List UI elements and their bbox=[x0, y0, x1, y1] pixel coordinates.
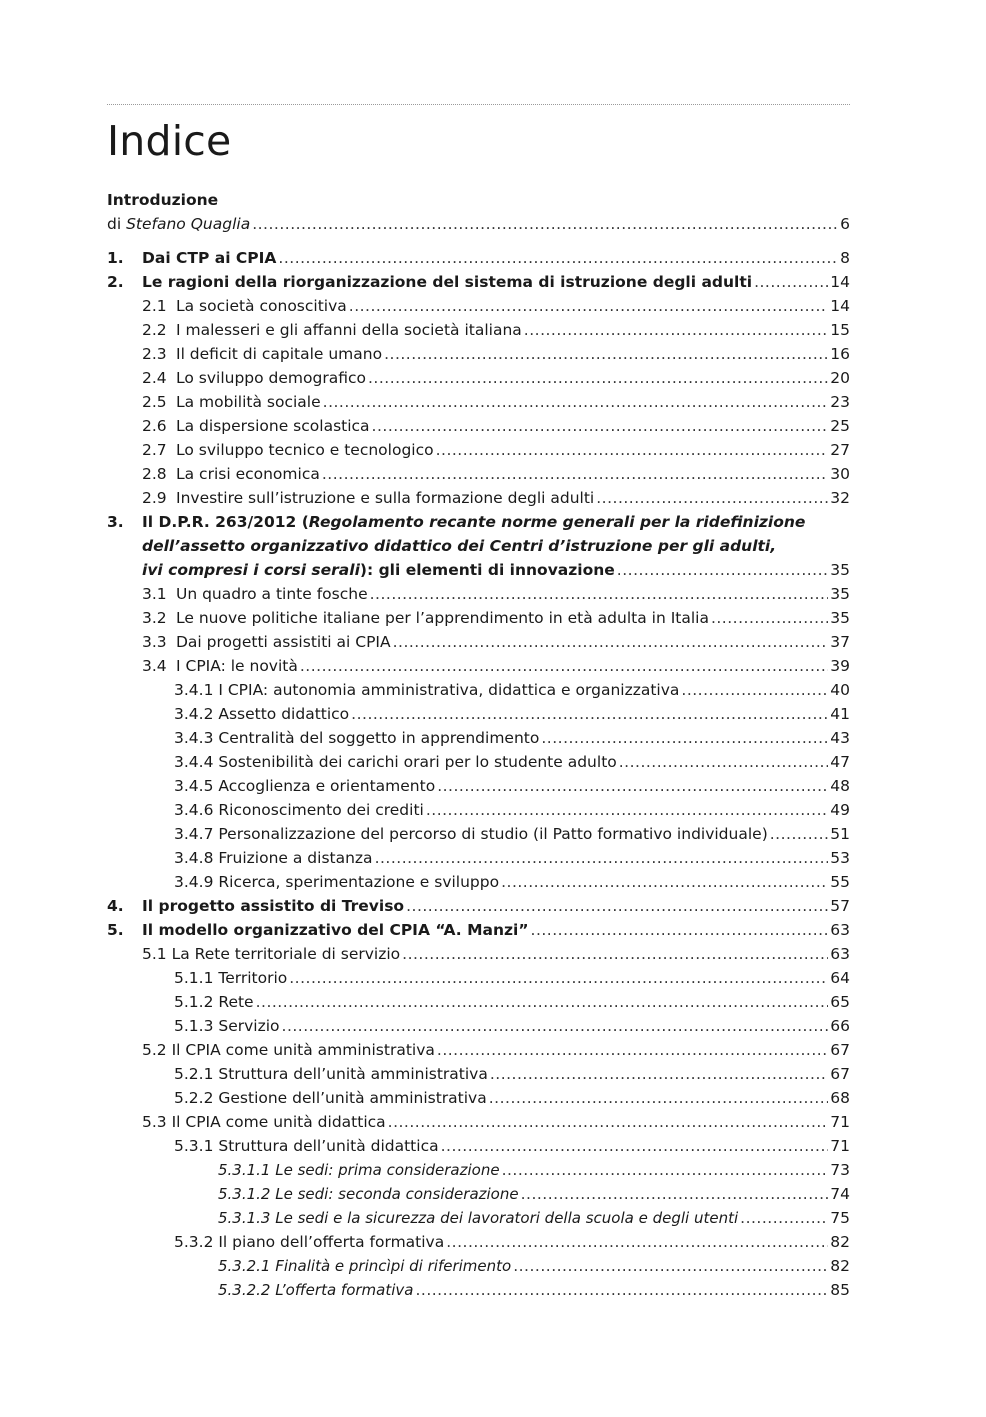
toc-page-number: 73 bbox=[830, 1161, 850, 1179]
toc-entry-label: 5.3.1.2 Le sedi: seconda considerazione bbox=[218, 1185, 519, 1203]
toc-page-number: 14 bbox=[830, 297, 850, 315]
dot-leader bbox=[368, 366, 828, 390]
dot-leader bbox=[513, 1254, 828, 1278]
page-title: Indice bbox=[107, 117, 232, 165]
toc-page-number: 14 bbox=[830, 273, 850, 291]
toc-page-number: 82 bbox=[830, 1257, 850, 1275]
toc-entry-c4[interactable] bbox=[107, 894, 850, 918]
dot-leader bbox=[426, 798, 828, 822]
toc-page-number: 37 bbox=[830, 633, 850, 651]
toc-page-number: 47 bbox=[830, 753, 850, 771]
toc-entry-s3_1[interactable] bbox=[107, 582, 850, 606]
toc-entry-s5_3_2[interactable] bbox=[107, 1230, 850, 1254]
toc-entry-label: 5.3.1.1 Le sedi: prima considerazione bbox=[218, 1161, 500, 1179]
section-number: 3.3 bbox=[142, 633, 167, 651]
dot-leader bbox=[300, 654, 828, 678]
section-title: Dai progetti assistiti ai CPIA bbox=[176, 633, 391, 651]
toc-page-number: 27 bbox=[830, 441, 850, 459]
toc-entry-s2_2[interactable] bbox=[107, 318, 850, 342]
chapter-title-part: Il D.P.R. 263/2012 ( bbox=[142, 513, 309, 531]
section-number: 3.2 bbox=[142, 609, 167, 627]
section-number: 2.6 bbox=[142, 417, 167, 435]
section-title: Il deficit di capitale umano bbox=[176, 345, 383, 363]
section-number: 3.4 bbox=[142, 657, 167, 675]
toc-entry-label: 3.4.3 Centralità del soggetto in apprendimento bbox=[174, 729, 540, 747]
toc-entry-label bbox=[107, 366, 366, 390]
toc-page-number: 51 bbox=[830, 825, 850, 843]
toc-entry-s3_4_8[interactable] bbox=[107, 846, 850, 870]
byline-prefix: di bbox=[107, 215, 127, 233]
toc-entry-s3_3[interactable] bbox=[107, 630, 850, 654]
dot-leader bbox=[619, 750, 829, 774]
chapter-title-italic: ivi compresi i corsi serali bbox=[142, 561, 360, 579]
dot-leader bbox=[524, 318, 828, 342]
toc-entry-label: 3.4.5 Accoglienza e orientamento bbox=[174, 777, 436, 795]
dot-leader bbox=[322, 462, 828, 486]
toc-entry-label: 5.3.2.1 Finalità e princìpi di riferimento bbox=[218, 1257, 512, 1275]
toc-entry-s3_4_2[interactable] bbox=[107, 702, 850, 726]
top-dotted-rule bbox=[107, 104, 850, 105]
toc-entry-label bbox=[107, 630, 391, 654]
section-title: Investire sull’istruzione e sulla formazione degli adulti bbox=[176, 489, 595, 507]
toc-entry-label: 5.1.2 Rete bbox=[174, 993, 254, 1011]
chapter-number: 1. bbox=[107, 249, 124, 267]
toc-page-number: 35 bbox=[830, 585, 850, 603]
toc-entry-label: 3.4.6 Riconoscimento dei crediti bbox=[174, 801, 424, 819]
toc-page-number: 55 bbox=[830, 873, 850, 891]
dot-leader bbox=[541, 726, 828, 750]
section-title: La crisi economica bbox=[176, 465, 320, 483]
section-title: Lo sviluppo demografico bbox=[176, 369, 366, 387]
dot-leader bbox=[617, 558, 828, 582]
toc-entry-s2_6[interactable] bbox=[107, 414, 850, 438]
toc-entry-label bbox=[107, 510, 805, 534]
toc-entry-label: 3.4.4 Sostenibilità dei carichi orari per lo studente adulto bbox=[174, 753, 617, 771]
toc-entry-label: 3.4.7 Personalizzazione del percorso di studio (il Patto formativo individuale) bbox=[174, 825, 768, 843]
toc-page-number: 65 bbox=[830, 993, 850, 1011]
toc-entry-s5_1_3[interactable] bbox=[107, 1014, 850, 1038]
toc-entry-s5_3[interactable] bbox=[107, 1110, 850, 1134]
table-of-contents bbox=[107, 212, 850, 1302]
toc-entry-s3_4_3[interactable] bbox=[107, 726, 850, 750]
dot-leader bbox=[282, 1014, 829, 1038]
dot-leader bbox=[406, 894, 828, 918]
toc-entry-label: 3.4.1 I CPIA: autonomia amministrativa, didattica e organizzativa bbox=[174, 681, 680, 699]
toc-entry-c3-line2[interactable] bbox=[107, 534, 850, 558]
dot-leader bbox=[754, 270, 828, 294]
toc-entry-label: 5.3.1 Struttura dell’unità didattica bbox=[174, 1137, 439, 1155]
dot-leader bbox=[490, 1062, 828, 1086]
dot-leader bbox=[521, 1182, 829, 1206]
toc-page-number: 25 bbox=[830, 417, 850, 435]
toc-entry-label: 5.2 Il CPIA come unità amministrativa bbox=[142, 1041, 435, 1059]
toc-page-number: 71 bbox=[830, 1113, 850, 1131]
toc-entry-s2_8[interactable] bbox=[107, 462, 850, 486]
dot-leader bbox=[289, 966, 828, 990]
toc-entry-label bbox=[107, 558, 615, 582]
section-number: 2.7 bbox=[142, 441, 167, 459]
dot-leader bbox=[384, 342, 828, 366]
toc-entry-s5_1_2[interactable] bbox=[107, 990, 850, 1014]
toc-entry-s3_2[interactable] bbox=[107, 606, 850, 630]
toc-page-number: 35 bbox=[830, 609, 850, 627]
dot-leader bbox=[502, 1158, 829, 1182]
toc-entry-label: 3.4.8 Fruizione a distanza bbox=[174, 849, 373, 867]
toc-entry-label: 5.1 La Rete territoriale di servizio bbox=[142, 945, 401, 963]
section-number: 2.8 bbox=[142, 465, 167, 483]
toc-entry-s5_3_1_1[interactable] bbox=[107, 1158, 850, 1182]
toc-entry-label: 3.4.2 Assetto didattico bbox=[174, 705, 350, 723]
section-title: La società conoscitiva bbox=[176, 297, 347, 315]
dot-leader bbox=[437, 774, 828, 798]
toc-entry-s5_3_2_1[interactable] bbox=[107, 1254, 850, 1278]
dot-leader bbox=[393, 630, 829, 654]
dot-leader bbox=[402, 942, 828, 966]
toc-page-number: 8 bbox=[840, 249, 850, 267]
toc-entry-s5_1_1[interactable] bbox=[107, 966, 850, 990]
toc-entry-s3_4_6[interactable] bbox=[107, 798, 850, 822]
toc-entry-s3_4_4[interactable] bbox=[107, 750, 850, 774]
toc-entry-s3_4[interactable] bbox=[107, 654, 850, 678]
toc-page-number: 43 bbox=[830, 729, 850, 747]
dot-leader bbox=[349, 294, 829, 318]
byline-author: Stefano Quaglia bbox=[126, 215, 251, 233]
toc-entry-label: 5.3.2 Il piano dell’offerta formativa bbox=[174, 1233, 445, 1251]
chapter-title-italic: Regolamento recante norme generali per la ridefinizione bbox=[308, 513, 806, 531]
toc-entry-s2_3[interactable] bbox=[107, 342, 850, 366]
section-number: 2.3 bbox=[142, 345, 167, 363]
section-title: La dispersione scolastica bbox=[176, 417, 370, 435]
toc-page-number: 32 bbox=[830, 489, 850, 507]
toc-entry-label bbox=[107, 318, 522, 342]
toc-entry-s2_5[interactable] bbox=[107, 390, 850, 414]
dot-leader bbox=[388, 1110, 829, 1134]
toc-page-number: 63 bbox=[830, 945, 850, 963]
section-number: 2.9 bbox=[142, 489, 167, 507]
toc-entry-label: 3.4.9 Ricerca, sperimentazione e sviluppo bbox=[174, 873, 500, 891]
chapter-number: 5. bbox=[107, 921, 124, 939]
dot-leader bbox=[531, 918, 829, 942]
section-title: Un quadro a tinte fosche bbox=[176, 585, 368, 603]
toc-entry-s5_1[interactable] bbox=[107, 942, 850, 966]
chapter-title-part: ): gli elementi di innovazione bbox=[359, 561, 615, 579]
toc-page-number: 64 bbox=[830, 969, 850, 987]
toc-entry-s3_4_5[interactable] bbox=[107, 774, 850, 798]
toc-entry-s5_2[interactable] bbox=[107, 1038, 850, 1062]
section-title: I malesseri e gli affanni della società italiana bbox=[176, 321, 522, 339]
dot-leader bbox=[489, 1086, 829, 1110]
section-number: 3.1 bbox=[142, 585, 167, 603]
toc-page-number: 68 bbox=[830, 1089, 850, 1107]
toc-page-number: 20 bbox=[830, 369, 850, 387]
dot-leader bbox=[501, 870, 828, 894]
toc-page-number: 16 bbox=[830, 345, 850, 363]
toc-page-number: 63 bbox=[830, 921, 850, 939]
toc-entry-label bbox=[107, 414, 370, 438]
toc-entry-c2[interactable] bbox=[107, 270, 850, 294]
chapter-number: 2. bbox=[107, 273, 124, 291]
dot-leader bbox=[323, 390, 829, 414]
dot-leader bbox=[437, 1038, 828, 1062]
toc-entry-label bbox=[107, 438, 434, 462]
toc-entry-label bbox=[107, 582, 368, 606]
dot-leader bbox=[256, 990, 829, 1014]
section-title: I CPIA: le novità bbox=[176, 657, 298, 675]
dot-leader bbox=[441, 1134, 829, 1158]
toc-entry-label: 5.3.2.2 L’offerta formativa bbox=[218, 1281, 414, 1299]
section-number: 2.4 bbox=[142, 369, 167, 387]
dot-leader bbox=[681, 678, 828, 702]
section-number: 2.5 bbox=[142, 393, 167, 411]
toc-page-number: 35 bbox=[830, 561, 850, 579]
toc-entry-s5_3_1_3[interactable] bbox=[107, 1206, 850, 1230]
toc-page-number: 48 bbox=[830, 777, 850, 795]
toc-page-number: 67 bbox=[830, 1041, 850, 1059]
toc-entry-label: 5.1.1 Territorio bbox=[174, 969, 288, 987]
toc-entry-label: 5.3 Il CPIA come unità didattica bbox=[142, 1113, 386, 1131]
chapter-number: 3. bbox=[107, 513, 124, 531]
toc-page-number: 15 bbox=[830, 321, 850, 339]
chapter-title-italic: dell’assetto organizzativo didattico dei Centri d’istruzione per gli adulti, bbox=[142, 537, 777, 555]
toc-entry-label bbox=[107, 294, 347, 318]
chapter-number: 4. bbox=[107, 897, 124, 915]
toc-entry-c5[interactable] bbox=[107, 918, 850, 942]
toc-entry-label bbox=[107, 212, 250, 236]
toc-page-number: 71 bbox=[830, 1137, 850, 1155]
toc-entry-introduction[interactable] bbox=[107, 212, 850, 236]
toc-page-number: 75 bbox=[830, 1209, 850, 1227]
dot-leader bbox=[351, 702, 828, 726]
section-title: Le nuove politiche italiane per l’apprendimento in età adulta in Italia bbox=[176, 609, 709, 627]
dot-leader bbox=[252, 212, 838, 236]
dot-leader bbox=[436, 438, 829, 462]
dot-leader bbox=[415, 1278, 828, 1302]
toc-entry-s5_2_1[interactable] bbox=[107, 1062, 850, 1086]
toc-page-number: 85 bbox=[830, 1281, 850, 1299]
dot-leader bbox=[596, 486, 828, 510]
toc-page-number: 67 bbox=[830, 1065, 850, 1083]
toc-page-number: 57 bbox=[830, 897, 850, 915]
dot-leader bbox=[740, 1206, 828, 1230]
dot-leader bbox=[711, 606, 828, 630]
toc-entry-s3_4_1[interactable] bbox=[107, 678, 850, 702]
toc-entry-label: Dai CTP ai CPIA bbox=[142, 249, 277, 267]
toc-entry-s3_4_7[interactable] bbox=[107, 822, 850, 846]
section-number: 2.1 bbox=[142, 297, 167, 315]
toc-entry-s3_4_9[interactable] bbox=[107, 870, 850, 894]
intro-title: Introduzione bbox=[107, 191, 219, 209]
toc-entry-s2_4[interactable] bbox=[107, 366, 850, 390]
toc-entry-label: Le ragioni della riorganizzazione del sistema di istruzione degli adulti bbox=[142, 273, 753, 291]
toc-entry-s2_1[interactable] bbox=[107, 294, 850, 318]
toc-entry-s2_7[interactable] bbox=[107, 438, 850, 462]
toc-entry-label bbox=[107, 486, 594, 510]
dot-leader bbox=[375, 846, 829, 870]
toc-entry-label bbox=[107, 606, 709, 630]
toc-entry-label bbox=[107, 654, 298, 678]
toc-entry-label: 5.3.1.3 Le sedi e la sicurezza dei lavoratori della scuola e degli utenti bbox=[218, 1209, 739, 1227]
toc-entry-c3-line3[interactable] bbox=[107, 558, 850, 582]
toc-page-number: 66 bbox=[830, 1017, 850, 1035]
toc-page-number: 40 bbox=[830, 681, 850, 699]
toc-page-number: 6 bbox=[840, 215, 850, 233]
toc-entry-label bbox=[107, 390, 321, 414]
toc-entry-s5_3_1[interactable] bbox=[107, 1134, 850, 1158]
toc-entry-label bbox=[107, 462, 320, 486]
toc-page-number: 53 bbox=[830, 849, 850, 867]
dot-leader bbox=[372, 414, 829, 438]
toc-page-number: 74 bbox=[830, 1185, 850, 1203]
dot-leader bbox=[770, 822, 829, 846]
toc-entry-s5_3_1_2[interactable] bbox=[107, 1182, 850, 1206]
toc-entry-c3[interactable] bbox=[107, 510, 850, 534]
dot-leader bbox=[278, 246, 838, 270]
toc-page-number: 41 bbox=[830, 705, 850, 723]
section-title: Lo sviluppo tecnico e tecnologico bbox=[176, 441, 434, 459]
toc-entry-label: 5.2.2 Gestione dell’unità amministrativa bbox=[174, 1089, 487, 1107]
toc-entry-s2_9[interactable] bbox=[107, 486, 850, 510]
dot-leader bbox=[446, 1230, 828, 1254]
toc-entry-c1[interactable] bbox=[107, 246, 850, 270]
toc-page-number: 23 bbox=[830, 393, 850, 411]
toc-entry-label: 5.2.1 Struttura dell’unità amministrativa bbox=[174, 1065, 488, 1083]
toc-entry-label: Il modello organizzativo del CPIA “A. Manzi” bbox=[142, 921, 529, 939]
toc-entry-label bbox=[107, 342, 382, 366]
toc-entry-s5_3_2_2[interactable] bbox=[107, 1278, 850, 1302]
toc-page-number: 82 bbox=[830, 1233, 850, 1251]
toc-page-number: 39 bbox=[830, 657, 850, 675]
toc-entry-label: Il progetto assistito di Treviso bbox=[142, 897, 405, 915]
toc-entry-label: 5.1.3 Servizio bbox=[174, 1017, 280, 1035]
dot-leader bbox=[370, 582, 829, 606]
section-number: 2.2 bbox=[142, 321, 167, 339]
section-title: La mobilità sociale bbox=[176, 393, 321, 411]
toc-entry-s5_2_2[interactable] bbox=[107, 1086, 850, 1110]
toc-page-number: 49 bbox=[830, 801, 850, 819]
toc-page-number: 30 bbox=[830, 465, 850, 483]
